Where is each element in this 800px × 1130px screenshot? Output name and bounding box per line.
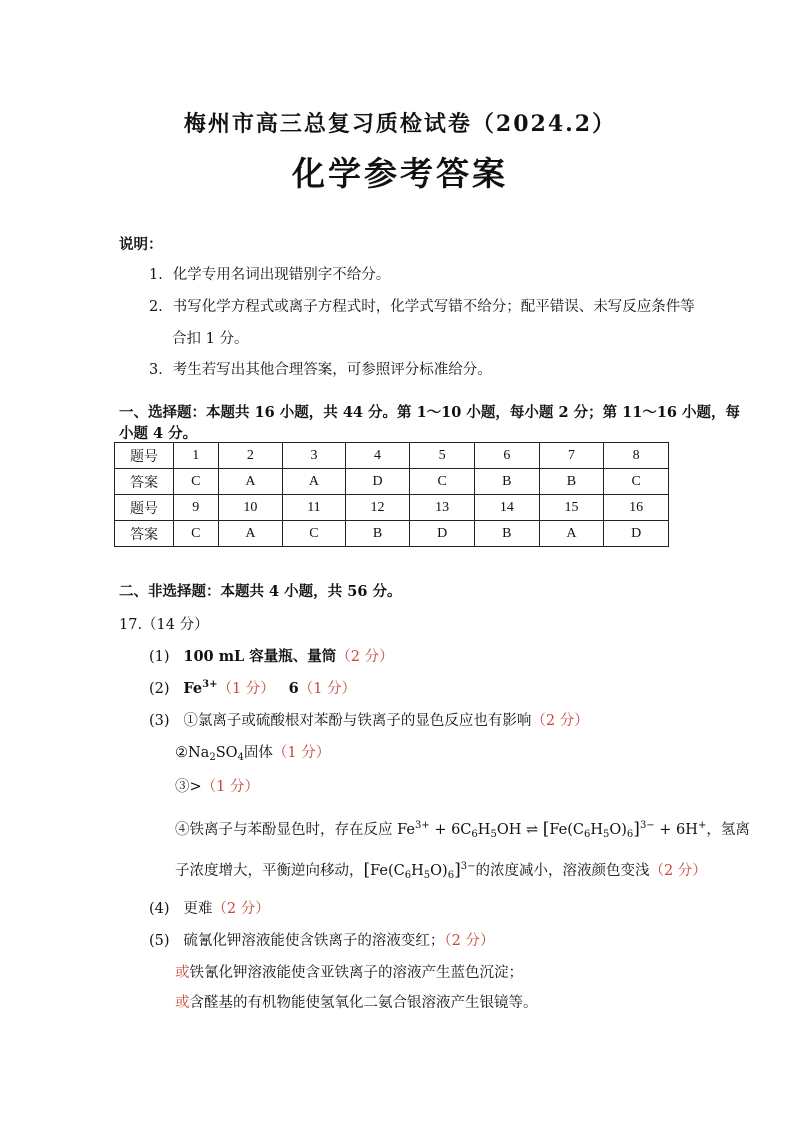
table-cell: 15: [539, 495, 604, 521]
or-marker: 或: [175, 995, 190, 1011]
score-note: （2 分）: [649, 863, 707, 879]
table-cell: D: [604, 521, 669, 547]
answer-text: 的浓度减小，溶液颜色变浅: [475, 863, 650, 879]
part-label: (1): [149, 649, 170, 665]
table-cell: A: [283, 469, 345, 495]
formula-subscript: 6: [404, 870, 412, 881]
formula-subscript: 6: [471, 829, 478, 840]
table-cell: 9: [174, 495, 219, 521]
score-note: （1 分）: [217, 681, 275, 697]
answer-text: 铁氰化钾溶液能使含亚铁离子的溶液产生蓝色沉淀；: [189, 965, 523, 981]
table-cell: B: [474, 469, 539, 495]
formula-text: O): [609, 822, 627, 838]
formula-text: H: [411, 863, 424, 879]
formula-subscript: 6: [626, 829, 634, 840]
formula-subscript: 6: [583, 829, 591, 840]
table-cell: 3: [283, 443, 345, 469]
note-item-continuation: 合扣 1 分。: [172, 331, 249, 347]
table-cell: 6: [474, 443, 539, 469]
table-cell: A: [218, 469, 283, 495]
table-row: [115, 495, 669, 521]
part-3: [149, 709, 589, 730]
ion-charge: 3+: [202, 679, 218, 690]
table-cell: 4: [345, 443, 410, 469]
note-item: 2．书写化学方程式或离子方程式时，化学式写错不给分；配平错误、未写反应条件等: [149, 299, 695, 315]
formula-subscript: 5: [603, 829, 610, 840]
formula-text: H: [590, 822, 603, 838]
answer-text: 100 mL 容量瓶、量筒: [183, 648, 337, 665]
score-note: （2 分）: [531, 713, 589, 729]
part-3b: [175, 741, 330, 763]
part-label: (5): [149, 933, 170, 949]
table-cell: 5: [410, 443, 475, 469]
formula-subscript: 6: [447, 870, 455, 881]
answer-text: ，氢离: [706, 822, 750, 838]
exam-title: 梅州市高三总复习质检试卷（2024.2）: [183, 111, 617, 137]
row-header-cell: 题号: [115, 495, 174, 521]
formula-text: H: [477, 822, 491, 838]
formula-text: SO: [215, 745, 238, 761]
answer-text: 固体: [243, 745, 273, 761]
ion-charge: 3+: [414, 820, 430, 831]
formula-text: ②Na: [175, 745, 210, 761]
table-row: [115, 469, 669, 495]
table-cell: C: [283, 521, 345, 547]
table-cell: 2: [218, 443, 283, 469]
section1-heading: 一、选择题：本题共 16 小题，共 44 分。第 1～10 小题，每小题 2 分；第 11～16 小题，每: [119, 404, 741, 421]
answer-table: [114, 442, 669, 547]
table-cell: 11: [283, 495, 345, 521]
part-2: [149, 677, 356, 698]
answer-number: 6: [288, 680, 299, 697]
table-cell: C: [174, 521, 219, 547]
answer-text: ④铁离子与苯酚显色时，存在反应 Fe: [175, 822, 415, 838]
formula-text: Fe(C: [549, 822, 584, 838]
table-cell: D: [410, 521, 475, 547]
part-label: (3): [149, 713, 170, 729]
formula-text: + 6H: [654, 822, 698, 838]
score-note: （1 分）: [201, 779, 259, 795]
answer-text: 子浓度增大，平衡逆向移动，: [175, 863, 364, 879]
score-note: （1 分）: [272, 745, 331, 761]
row-header-cell: 答案: [115, 521, 174, 547]
table-cell: C: [174, 469, 219, 495]
note-item: 3．考生若写出其他合理答案，可参照评分标准给分。: [149, 362, 492, 378]
score-note: （2 分）: [444, 933, 495, 949]
table-cell: 12: [345, 495, 410, 521]
table-cell: 7: [539, 443, 604, 469]
score-note: （1 分）: [298, 681, 357, 697]
answer-text: ③>: [175, 779, 202, 795]
formula-text: Fe(C: [370, 863, 405, 879]
table-cell: C: [604, 469, 669, 495]
part-3c: [175, 775, 259, 796]
formula-subscript: 5: [490, 829, 497, 840]
part-label: (4): [149, 901, 170, 917]
formula-subscript: 2: [209, 752, 216, 763]
table-cell: D: [345, 469, 410, 495]
score-note: （2 分）: [212, 901, 270, 917]
table-row: [115, 521, 669, 547]
table-cell: 16: [604, 495, 669, 521]
or-marker: 或: [175, 965, 190, 981]
answer-text: 硫氰化钾溶液能使含铁离子的溶液变红；: [183, 933, 445, 949]
table-cell: 10: [218, 495, 283, 521]
complex-charge: 3−: [460, 861, 476, 872]
part-3d: ④铁离子与苯酚显色时，存在反应 $Fe^{3+} + 6C_6H_5OH$ ⇌ $[Fe(C_6H_5O)_6]^{3-} + 6H^+$，氢离: [175, 819, 750, 840]
complex-charge: 3−: [639, 820, 655, 831]
row-header-cell: 答案: [115, 469, 174, 495]
part-3d-cont: 子浓度增大，平衡逆向移动，$[Fe(C_6H_5O)_6]^{3-}$的浓度减小，溶液颜色变浅（2 分）: [175, 860, 707, 881]
question-17-heading: 17.（14 分）: [119, 617, 209, 633]
ion-charge: +: [697, 820, 707, 831]
table-row: [115, 443, 669, 469]
part-5-alt-2: [175, 991, 538, 1012]
section1-heading-cont: 小题 4 分。: [119, 425, 198, 442]
note-item: 1．化学专用名词出现错别字不给分。: [149, 267, 391, 283]
part-5: [149, 929, 494, 950]
table-cell: C: [410, 469, 475, 495]
table-cell: 1: [174, 443, 219, 469]
part-label: (2): [149, 681, 170, 697]
table-cell: B: [539, 469, 604, 495]
formula-text: O): [430, 863, 448, 879]
table-cell: 13: [410, 495, 475, 521]
answer-ion: Fe: [183, 680, 203, 697]
part-4: [149, 897, 270, 918]
row-header-cell: 题号: [115, 443, 174, 469]
answer-text: ①氯离子或硫酸根对苯酚与铁离子的显色反应也有影响: [183, 713, 532, 729]
formula-subscript: 5: [423, 870, 431, 881]
section2-heading: 二、非选择题：本题共 4 小题，共 56 分。: [119, 583, 402, 600]
score-note: （2 分）: [336, 649, 394, 665]
table-cell: 14: [474, 495, 539, 521]
notes-heading: 说明：: [119, 236, 163, 253]
formula-text: OH ⇌: [496, 822, 543, 838]
formula-text: + 6C: [429, 822, 472, 838]
document-title: 化学参考答案: [292, 154, 508, 193]
table-cell: B: [474, 521, 539, 547]
formula-subscript: 4: [237, 752, 244, 763]
table-cell: 8: [604, 443, 669, 469]
answer-text: 含醛基的有机物能使氢氧化二氨合银溶液产生银镜等。: [189, 995, 538, 1011]
table-cell: A: [218, 521, 283, 547]
table-cell: A: [539, 521, 604, 547]
answer-text: 更难: [183, 901, 213, 917]
table-cell: B: [345, 521, 410, 547]
part-1: [149, 645, 394, 666]
part-5-alt-1: [175, 961, 523, 982]
